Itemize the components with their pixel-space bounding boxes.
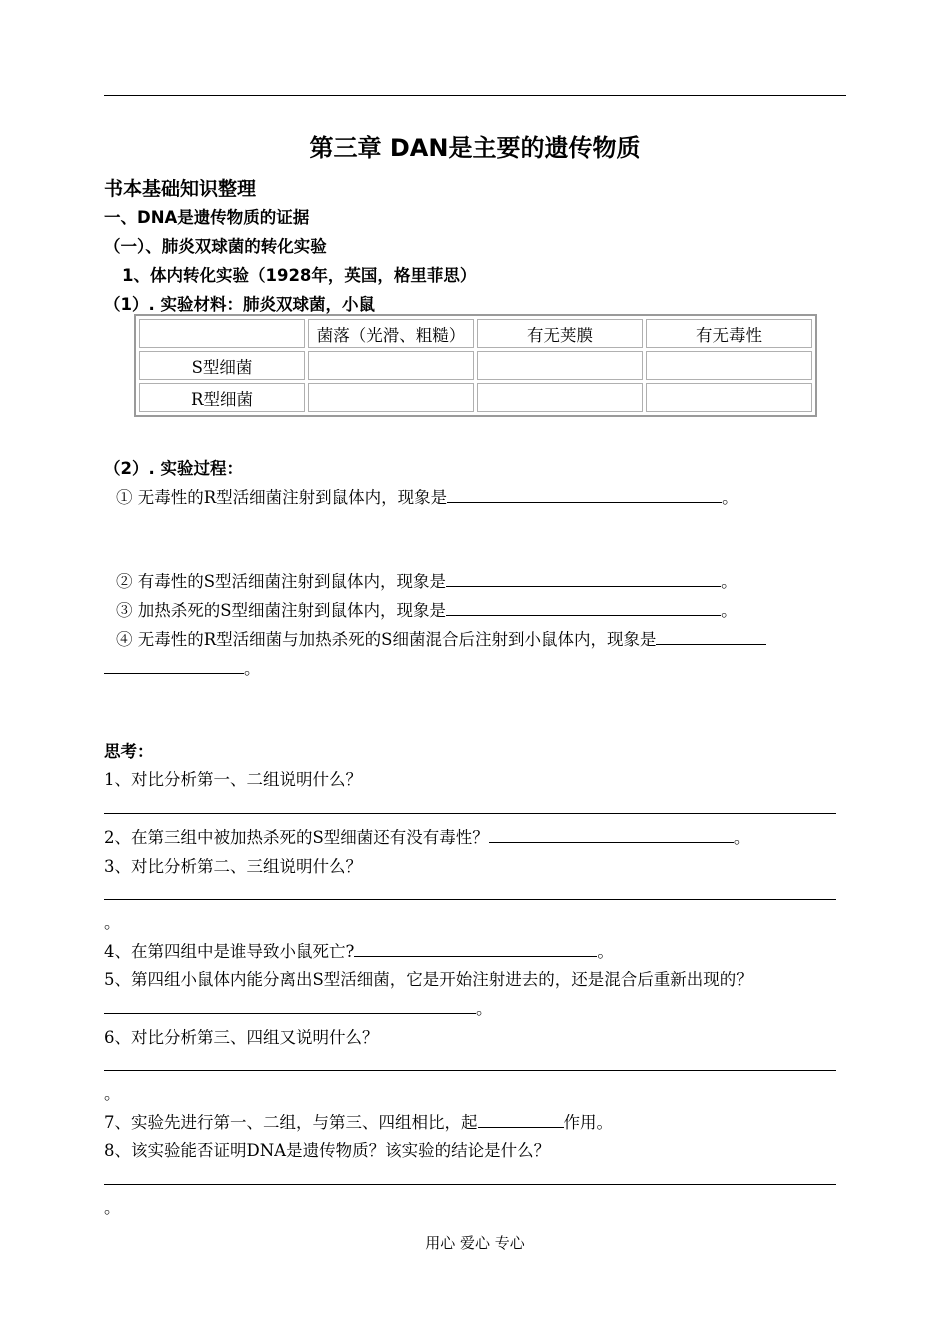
table-cell[interactable] <box>308 351 474 380</box>
table-row-label: S型细菌 <box>139 351 305 380</box>
sub-heading: （一）、肺炎双球菌的转化实验 <box>104 237 327 256</box>
period: 。 <box>104 1084 121 1103</box>
answer-blank[interactable] <box>656 626 766 645</box>
period: 。 <box>476 999 493 1018</box>
step-text: ④ 无毒性的R型活细菌与加热杀死的S细菌混合后注射到小鼠体内，现象是 <box>116 630 657 649</box>
question-8: 8、该实验能否证明DNA是遗传物质？该实验的结论是什么？ <box>104 1141 551 1160</box>
experiment-heading: 1、体内转化实验（1928年，英国，格里菲思） <box>122 266 477 285</box>
process-heading: （2）. 实验过程： <box>104 459 243 478</box>
answer-blank[interactable] <box>447 484 722 503</box>
question-5-answer <box>104 995 493 1019</box>
part-heading: 一、DNA是遗传物质的证据 <box>104 208 310 227</box>
answer-line[interactable] <box>104 1184 836 1185</box>
question-1: 1、对比分析第一、二组说明什么？ <box>104 770 362 789</box>
answer-blank[interactable] <box>446 568 721 587</box>
process-step-3 <box>116 597 738 621</box>
answer-line[interactable] <box>104 813 836 814</box>
page-title: 第三章 DAN是主要的遗传物质 <box>309 134 641 162</box>
table-header-cell: 菌落（光滑、粗糙） <box>308 319 474 348</box>
materials-heading: （1）. 实验材料：肺炎双球菌，小鼠 <box>104 295 375 314</box>
table-cell[interactable] <box>477 383 643 412</box>
header-rule <box>104 95 846 96</box>
question-text: 2、在第三组中被加热杀死的S型细菌还有没有毒性？ <box>104 828 489 847</box>
period: 。 <box>244 659 261 678</box>
answer-blank[interactable] <box>446 597 721 616</box>
table-header-cell: 有无荚膜 <box>477 319 643 348</box>
question-7 <box>104 1109 613 1133</box>
question-text: 4、在第四组中是谁导致小鼠死亡? <box>104 942 355 961</box>
answer-blank[interactable] <box>489 824 734 843</box>
process-step-1 <box>116 484 739 508</box>
step-text: ③ 加热杀死的S型细菌注射到鼠体内，现象是 <box>116 601 447 620</box>
period: 。 <box>722 488 739 507</box>
table-header-cell: 有无毒性 <box>646 319 812 348</box>
step-text: ② 有毒性的S型活细菌注射到鼠体内，现象是 <box>116 572 447 591</box>
answer-line[interactable] <box>104 1070 836 1071</box>
table-row-label: R型细菌 <box>139 383 305 412</box>
table-cell[interactable] <box>646 383 812 412</box>
question-5: 5、第四组小鼠体内能分离出S型活细菌，它是开始注射进去的，还是混合后重新出现的？ <box>104 970 753 989</box>
bacteria-table <box>134 314 817 417</box>
table-header-cell <box>139 319 305 348</box>
answer-blank[interactable] <box>104 655 244 674</box>
period: 。 <box>721 572 738 591</box>
period: 。 <box>104 913 121 932</box>
answer-line[interactable] <box>104 899 836 900</box>
question-3: 3、对比分析第二、三组说明什么？ <box>104 857 362 876</box>
table-header-row <box>139 319 812 348</box>
answer-blank[interactable] <box>104 995 476 1014</box>
table-cell[interactable] <box>477 351 643 380</box>
question-2 <box>104 824 750 848</box>
table-cell[interactable] <box>646 351 812 380</box>
table-row <box>139 383 812 412</box>
process-step-4-cont <box>104 655 261 679</box>
page-footer: 用心 爱心 专心 <box>425 1234 525 1252</box>
period: 。 <box>721 601 738 620</box>
process-step-2 <box>116 568 738 592</box>
section-heading: 书本基础知识整理 <box>104 178 257 200</box>
process-step-4 <box>116 626 766 650</box>
question-text: 7、实验先进行第一、二组，与第三、四组相比，起 <box>104 1113 478 1132</box>
step-text: ① 无毒性的R型活细菌注射到鼠体内，现象是 <box>116 488 448 507</box>
table-cell[interactable] <box>308 383 474 412</box>
table-row <box>139 351 812 380</box>
question-6: 6、对比分析第三、四组又说明什么？ <box>104 1028 379 1047</box>
answer-blank[interactable] <box>354 938 597 957</box>
period: 。 <box>104 1198 121 1217</box>
question-4 <box>104 938 614 962</box>
think-heading: 思考： <box>104 742 154 761</box>
question-text: 作用。 <box>563 1113 613 1132</box>
period: 。 <box>733 828 751 847</box>
answer-blank[interactable] <box>478 1109 564 1128</box>
period: 。 <box>597 942 614 961</box>
